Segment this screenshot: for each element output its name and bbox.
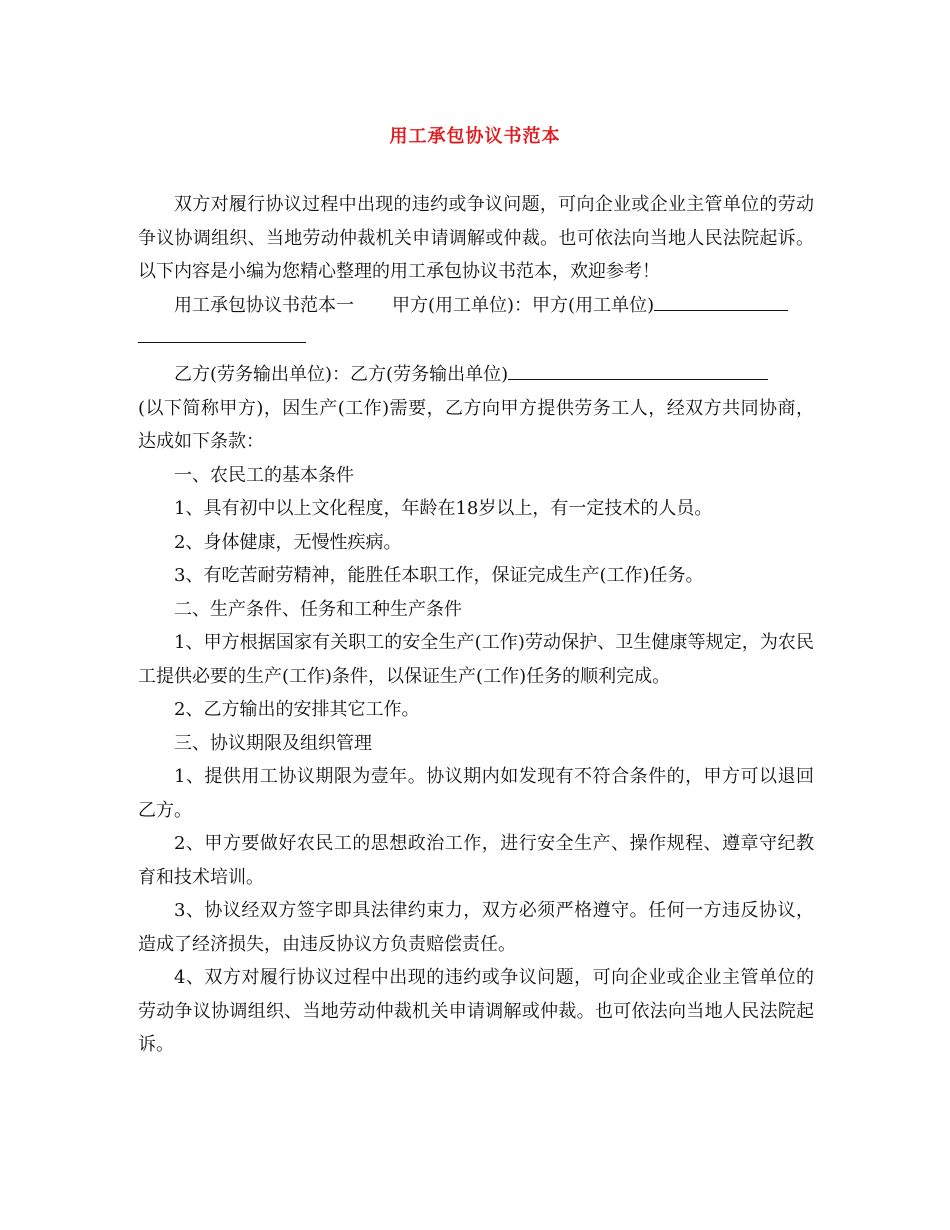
party-b-blank bbox=[508, 359, 768, 380]
clause-paragraph: 三、协议期限及组织管理 bbox=[174, 732, 372, 754]
clause-paragraph: 3、有吃苦耐劳精神，能胜任本职工作，保证完成生产(工作)任务。 bbox=[174, 565, 704, 586]
clause-paragraph: 1、具有初中以上文化程度，年龄在18岁以上，有一定技术的人员。 bbox=[174, 498, 713, 519]
clause-paragraph: 2、乙方输出的安排其它工作。 bbox=[174, 699, 420, 720]
clause-paragraph: 一、农民工的基本条件 bbox=[174, 464, 354, 486]
heading-one: 用工承包协议书范本一 bbox=[174, 294, 354, 316]
party-a-line bbox=[138, 289, 814, 323]
clause-list bbox=[138, 459, 814, 1062]
party-a-blank-continuation bbox=[138, 322, 814, 358]
clause-paragraph: 4、双方对履行协议过程中出现的违约或争议问题，可向企业或企业主管单位的劳动争议协调组织、当地劳动仲裁机关申请调解或仲裁。也可依法向当地人民法院起诉。 bbox=[138, 967, 814, 1055]
clause-paragraph: 2、身体健康，无慢性疾病。 bbox=[174, 531, 402, 553]
clause-paragraph: 二、生产条件、任务和工种生产条件 bbox=[174, 598, 462, 620]
clause-paragraph: 2、甲方要做好农民工的思想政治工作，进行安全生产、操作规程、遵章守纪教育和技术培训。 bbox=[138, 833, 814, 888]
clause-paragraph: 3、协议经双方签字即具法律约束力，双方必须严格遵守。任何一方违反协议，造成了经济损失，由违反协议方负责赔偿责任。 bbox=[138, 900, 814, 955]
party-a-blank-2 bbox=[138, 322, 306, 343]
intro-paragraph: 双方对履行协议过程中出现的违约或争议问题，可向企业或企业主管单位的劳动争议协调组织、当地劳动仲裁机关申请调解或仲裁。也可依法向当地人民法院起诉。以下内容是小编为您精心整理的用工承包协议书范本，欢迎参考！ bbox=[138, 194, 814, 282]
document-body bbox=[138, 188, 814, 1062]
party-b-label: 乙方(劳务输出单位)：乙方(劳务输出单位) bbox=[174, 364, 509, 385]
party-a-label: 甲方(用工单位)：甲方(用工单位) bbox=[392, 294, 655, 316]
document-title: 用工承包协议书范本 bbox=[389, 126, 561, 147]
clause-paragraph: 1、提供用工协议期限为壹年。协议期内如发现有不符合条件的，甲方可以退回乙方。 bbox=[138, 766, 814, 821]
clause-paragraph: 1、甲方根据国家有关职工的安全生产(工作)劳动保护、卫生健康等规定，为农民工提供必要的生产(工作)条件，以保证生产(工作)任务的顺利完成。 bbox=[138, 632, 814, 687]
party-b-line bbox=[138, 358, 814, 392]
party-a-blank bbox=[654, 290, 788, 311]
preamble-paragraph: (以下简称甲方)，因生产(工作)需要，乙方向甲方提供劳务工人，经双方共同协商，达成如下条款： bbox=[138, 397, 814, 452]
